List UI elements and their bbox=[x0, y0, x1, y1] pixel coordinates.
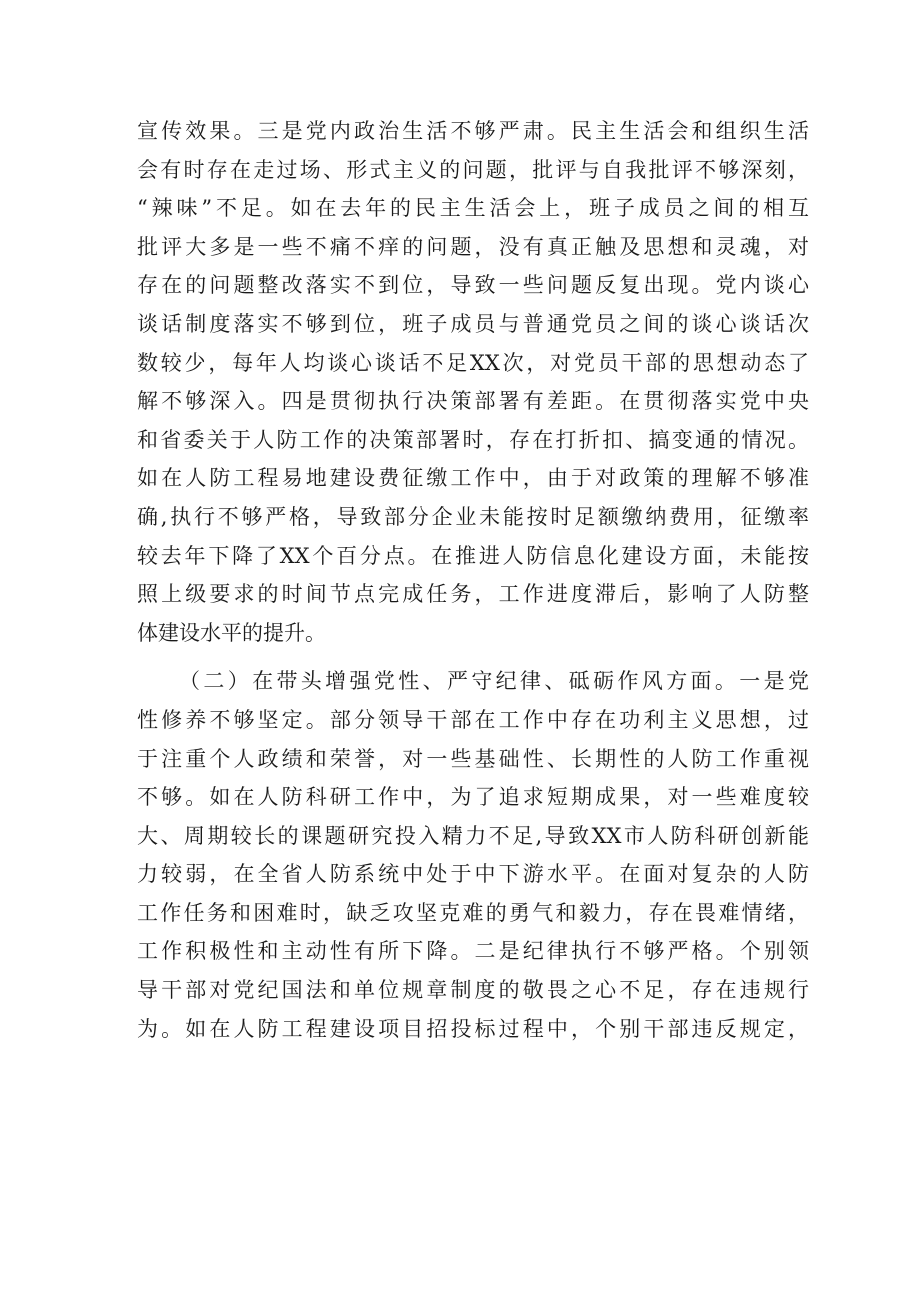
paragraph-2 bbox=[137, 662, 809, 1048]
text-line: “辣味”不足。如在去年的民主生活会上，班子成员之间的相互 bbox=[137, 196, 809, 221]
text-line: 为。如在人防工程建设项目招投标过程中，个别干部违反规定， bbox=[137, 1016, 809, 1041]
text-line: 工作任务和困难时，缺乏攻坚克难的勇气和毅力，存在畏难情绪， bbox=[137, 900, 809, 925]
text-line: 工作积极性和主动性有所下降。二是纪律执行不够严格。个别领 bbox=[137, 939, 809, 964]
document-body bbox=[137, 112, 809, 1048]
paragraph-gap bbox=[137, 652, 809, 662]
text-line: 于注重个人政绩和荣誉，对一些基础性、长期性的人防工作重视 bbox=[137, 746, 809, 771]
text-line: 存在的问题整改落实不到位，导致一些问题反复出现。党内谈心 bbox=[137, 273, 809, 298]
paragraph-1 bbox=[137, 112, 809, 652]
text-line: 不够。如在人防科研工作中，为了追求短期成果，对一些难度较 bbox=[137, 785, 809, 810]
text-line: 较去年下降了XX个百分点。在推进人防信息化建设方面，未能按 bbox=[137, 543, 809, 568]
text-line: 批评大多是一些不痛不痒的问题，没有真正触及思想和灵魂，对 bbox=[137, 234, 809, 259]
text-line: 照上级要求的时间节点完成任务，工作进度滞后，影响了人防整 bbox=[137, 582, 809, 607]
text-line: 如在人防工程易地建设费征缴工作中，由于对政策的理解不够准 bbox=[137, 466, 809, 491]
text-line: 体建设水平的提升。 bbox=[137, 620, 326, 645]
text-line: 解不够深入。四是贯彻执行决策部署有差距。在贯彻落实党中央 bbox=[137, 389, 809, 414]
text-line: 和省委关于人防工作的决策部署时，存在打折扣、搞变通的情况。 bbox=[137, 427, 809, 452]
text-line: 性修养不够坚定。部分领导干部在工作中存在功利主义思想，过 bbox=[137, 707, 809, 732]
text-line: 会有时存在走过场、形式主义的问题，批评与自我批评不够深刻， bbox=[137, 157, 809, 182]
text-line: 谈话制度落实不够到位，班子成员与普通党员之间的谈心谈话次 bbox=[137, 311, 809, 336]
text-line: 数较少，每年人均谈心谈话不足XX次，对党员干部的思想动态了 bbox=[137, 350, 809, 375]
text-line: 导干部对党纪国法和单位规章制度的敬畏之心不足，存在违规行 bbox=[137, 978, 809, 1003]
text-line: 大、周期较长的课题研究投入精力不足,导致XX市人防科研创新能 bbox=[137, 823, 809, 848]
section-heading-line: （二）在带头增强党性、严守纪律、砥砺作风方面。一是党 bbox=[179, 669, 809, 694]
text-line: 宣传效果。三是党内政治生活不够严肃。民主生活会和组织生活 bbox=[137, 119, 809, 143]
text-line: 确,执行不够严格，导致部分企业未能按时足额缴纳费用，征缴率 bbox=[137, 504, 809, 529]
text-line: 力较弱，在全省人防系统中处于中下游水平。在面对复杂的人防 bbox=[137, 862, 809, 887]
